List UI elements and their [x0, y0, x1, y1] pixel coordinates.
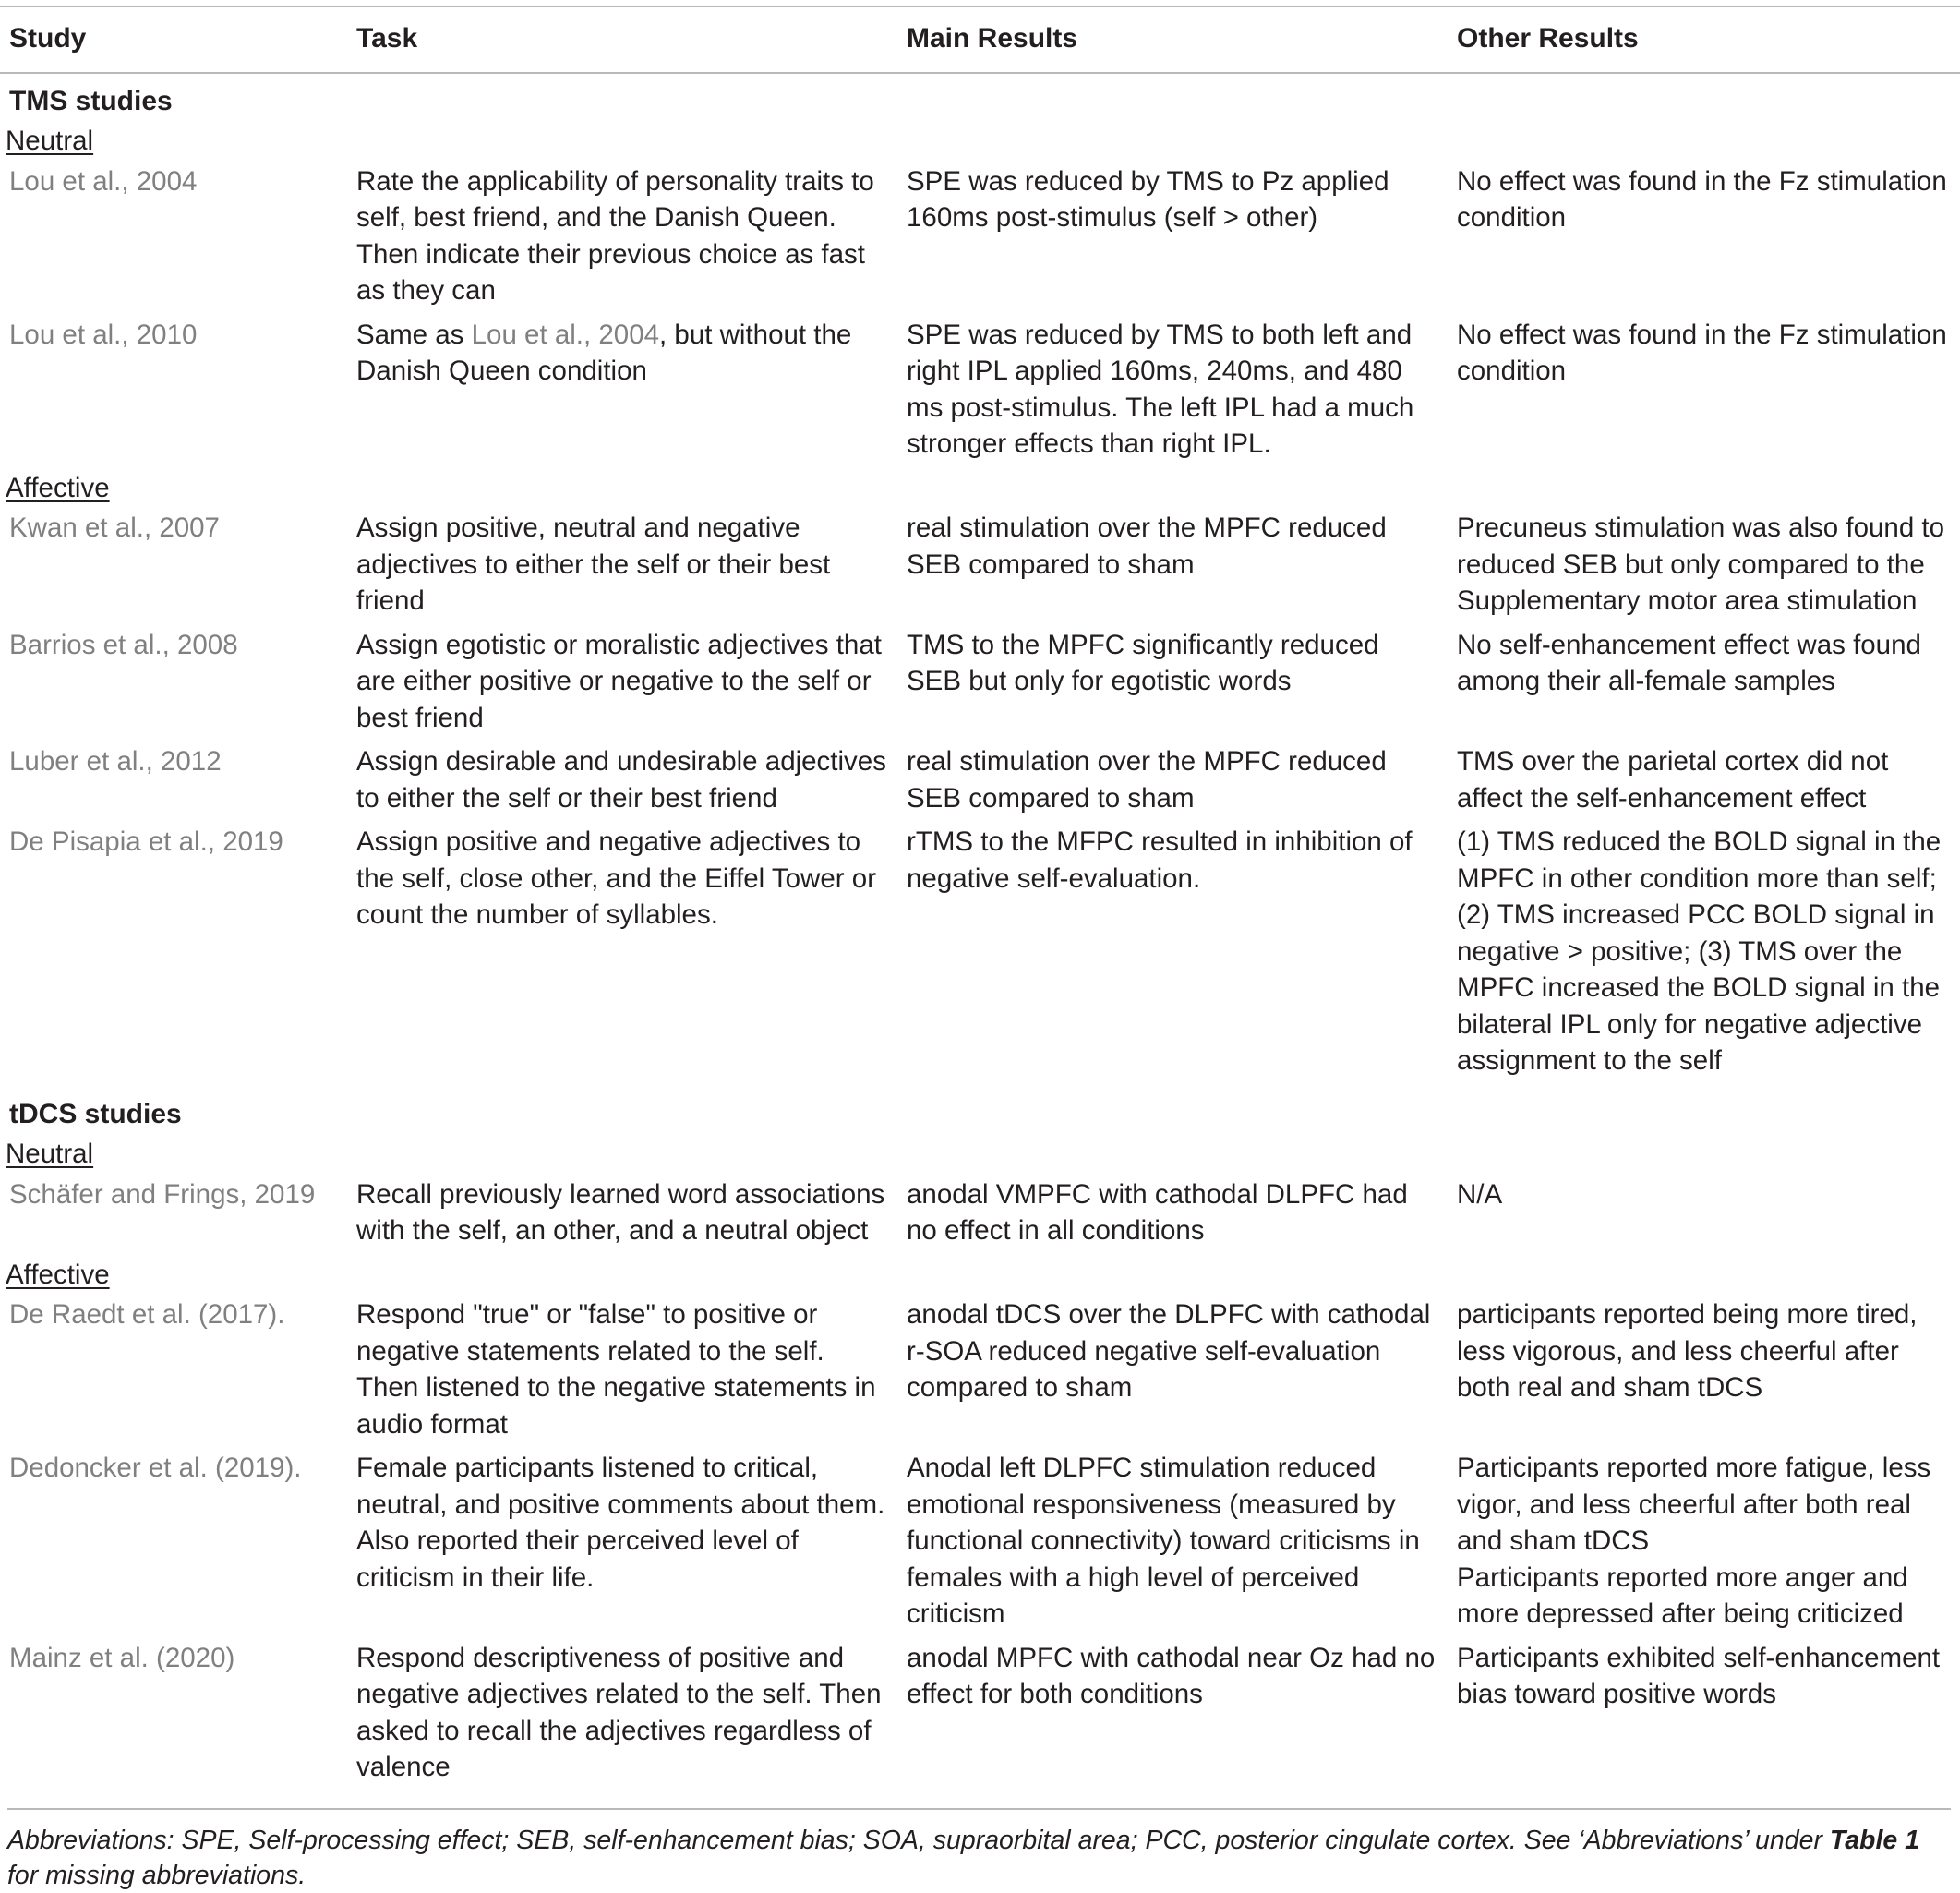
footnote-text-end: for missing abbreviations.: [7, 1861, 307, 1890]
task-cell: Assign egotistic or moralistic adjectives that are either positive or negative to the self or best friend: [356, 629, 882, 733]
other-results-cell: No self-enhancement effect was found among their all-female samples: [1457, 629, 1921, 696]
study-cell[interactable]: Dedoncker et al. (2019).: [9, 1453, 302, 1483]
other-results-cell: No effect was found in the Fz stimulation condition: [1457, 319, 1947, 386]
table-row: [0, 1176, 1960, 1257]
table-header: [0, 6, 1960, 73]
task-cell: [347, 317, 897, 470]
subsection-row: [0, 123, 1960, 163]
main-results-cell: Anodal left DLPFC stimulation reduced emotional responsiveness (measured by functional connectivity) toward criticisms in females with a high level of perceived criticism: [907, 1453, 1420, 1629]
table-body: [0, 73, 1960, 1797]
study-cell[interactable]: Barrios et al., 2008: [9, 629, 238, 660]
other-results-cell: participants reported being more tired, less vigorous, and less cheerful after both real and sham tDCS: [1457, 1299, 1918, 1403]
table-row: [0, 163, 1960, 317]
main-results-cell: anodal VMPFC with cathodal DLPFC had no effect in all conditions: [907, 1178, 1408, 1246]
table-row: [0, 1296, 1960, 1450]
main-results-cell: SPE was reduced by TMS to both left and right IPL applied 160ms, 240ms, and 480 ms post-stimulus. The left IPL had a much stronger effects than right IPL.: [907, 319, 1414, 459]
main-results-cell: real stimulation over the MPFC reduced SEB compared to sham: [907, 746, 1387, 814]
other-results-line: Participants reported more anger and more depressed after being criticized: [1457, 1561, 1908, 1629]
other-results-cell: [1448, 1450, 1960, 1640]
table-row: [0, 627, 1960, 744]
subsection-row: [0, 1257, 1960, 1297]
subsection-label-affective: Affective: [6, 1259, 110, 1290]
main-results-cell: rTMS to the MFPC resulted in inhibition of negative self-evaluation.: [907, 826, 1413, 894]
table-row: [0, 510, 1960, 627]
results-table: [0, 6, 1960, 1797]
section-row: [0, 73, 1960, 124]
other-results-line: Participants reported more fatigue, less vigor, and less cheerful after both real and sham tDCS: [1457, 1453, 1931, 1556]
task-text: , but without the Danish Queen condition: [356, 319, 852, 386]
task-text: Same as: [356, 319, 472, 350]
table-row: [0, 317, 1960, 470]
other-results-cell: N/A: [1457, 1178, 1503, 1210]
main-results-cell: anodal MPFC with cathodal near Oz had no effect for both conditions: [907, 1642, 1436, 1709]
study-cell[interactable]: Schäfer and Frings, 2019: [9, 1178, 316, 1210]
main-results-cell: real stimulation over the MPFC reduced SEB compared to sham: [907, 512, 1387, 580]
task-cell: Respond descriptiveness of positive and negative adjectives related to the self. Then asked to recall the adjectives regardless of valence: [356, 1642, 882, 1782]
task-cell: Assign desirable and undesirable adjectives to either the self or their best friend: [356, 746, 886, 814]
header-main-results: Main Results: [897, 6, 1448, 73]
table-row: [0, 824, 1960, 1087]
subsection-label-neutral: Neutral: [6, 126, 94, 156]
main-results-cell: TMS to the MPFC significantly reduced SEB but only for egotistic words: [907, 629, 1379, 696]
subsection-label-neutral: Neutral: [6, 1139, 94, 1169]
table-row: [0, 1450, 1960, 1640]
other-results-cell: Precuneus stimulation was also found to reduced SEB but only compared to the Supplementary motor area stimulation: [1457, 512, 1945, 616]
task-cell: Recall previously learned word associations with the self, an other, and a neutral object: [356, 1178, 885, 1246]
study-cell[interactable]: Lou et al., 2010: [9, 319, 198, 350]
task-cell: Rate the applicability of personality traits to self, best friend, and the Danish Queen. Then indicate their previous choice as fast as they can: [356, 165, 874, 306]
study-cell[interactable]: De Raedt et al. (2017).: [9, 1299, 285, 1330]
task-cell: Respond "true" or "false" to positive or negative statements related to the self. Then listened to the negative statements in audio format: [356, 1299, 876, 1440]
section-title-tms: TMS studies: [9, 85, 173, 116]
study-cell[interactable]: Luber et al., 2012: [9, 746, 222, 777]
header-study: Study: [0, 6, 347, 73]
section-row: [0, 1087, 1960, 1137]
reference-link[interactable]: Lou et al., 2004: [471, 319, 660, 350]
section-title-tdcs: tDCS studies: [9, 1098, 182, 1129]
task-cell: Assign positive, neutral and negative adjectives to either the self or their best friend: [356, 512, 831, 616]
study-cell[interactable]: Lou et al., 2004: [9, 165, 198, 197]
subsection-row: [0, 470, 1960, 511]
main-results-cell: anodal tDCS over the DLPFC with cathodal r-SOA reduced negative self-evaluation compared to sham: [907, 1299, 1431, 1403]
study-cell[interactable]: Kwan et al., 2007: [9, 512, 220, 543]
other-results-cell: Participants exhibited self-enhancement bias toward positive words: [1457, 1642, 1941, 1709]
header-task: Task: [347, 6, 897, 73]
table-row: [0, 743, 1960, 824]
other-results-cell: No effect was found in the Fz stimulation condition: [1457, 165, 1947, 233]
subsection-row: [0, 1136, 1960, 1176]
other-results-cell: (1) TMS reduced the BOLD signal in the MPFC in other condition more than self; (2) TMS increased PCC BOLD signal in negative > positive; (3) TMS over the MPFC increased the BOLD signal in the bilateral IPL only for negative adjective assignment to the self: [1457, 826, 1942, 1076]
other-results-cell: TMS over the parietal cortex did not affect the self-enhancement effect: [1457, 746, 1889, 814]
table-reference-link[interactable]: Table 1: [1829, 1826, 1920, 1855]
table-row: [0, 1640, 1960, 1797]
study-cell[interactable]: Mainz et al. (2020): [9, 1642, 235, 1673]
main-results-cell: SPE was reduced by TMS to Pz applied 160ms post-stimulus (self > other): [907, 165, 1389, 233]
study-cell[interactable]: De Pisapia et al., 2019: [9, 826, 283, 857]
task-cell: Female participants listened to critical, neutral, and positive comments about them. Also reported their perceived level of criticism in their life.: [356, 1453, 885, 1593]
table-footnote: [7, 1808, 1951, 1893]
task-cell: Assign positive and negative adjectives to the self, close other, and the Eiffel Tower or count the number of syllables.: [356, 826, 877, 930]
header-other-results: Other Results: [1448, 6, 1960, 73]
footnote-text: Abbreviations: SPE, Self-processing effect; SEB, self-enhancement bias; SOA, supraorbital area; PCC, posterior cingulate cortex. See ‘Abbreviations’ under: [7, 1826, 1830, 1855]
header-row: [0, 6, 1960, 73]
subsection-label-affective: Affective: [6, 472, 110, 503]
